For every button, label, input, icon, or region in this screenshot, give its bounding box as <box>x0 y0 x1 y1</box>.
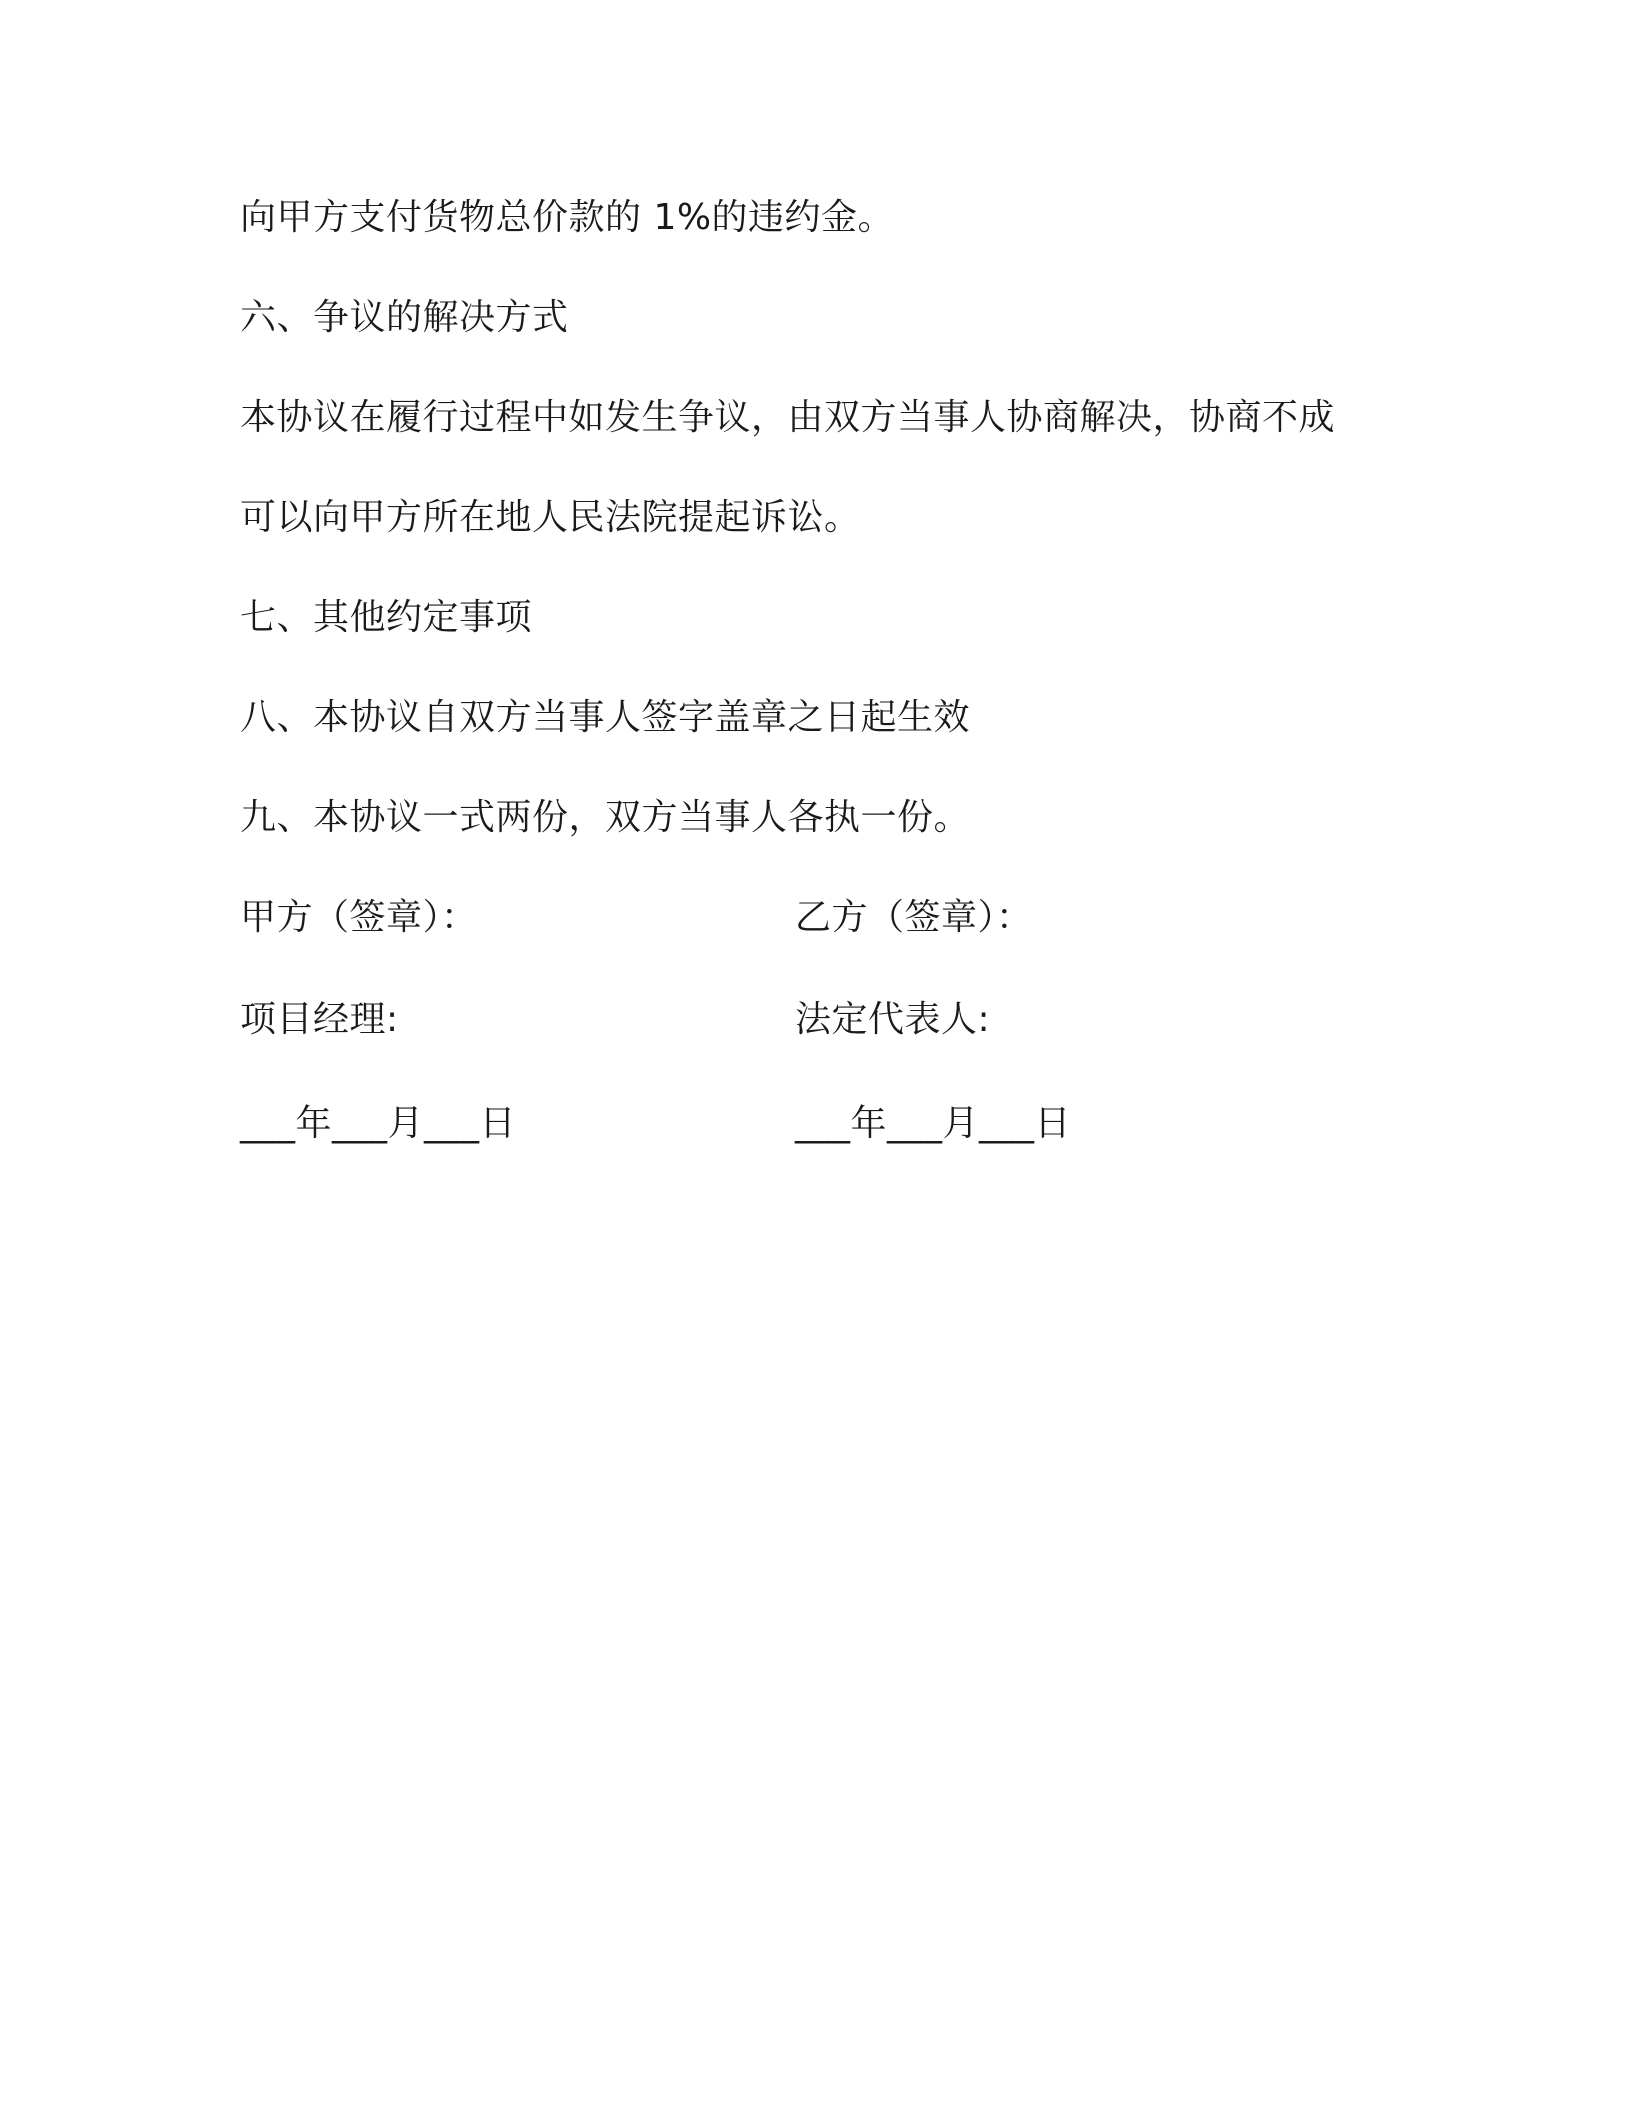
section-heading-copies: 九、本协议一式两份，双方当事人各执一份。 <box>240 797 971 838</box>
party-b-seal-label: 乙方（签章）： <box>795 897 1033 938</box>
section-heading-effective-date: 八、本协议自双方当事人签字盖章之日起生效 <box>240 697 971 738</box>
paragraph-penalty: 向甲方支付货物总价款的 1%的违约金。 <box>240 197 895 238</box>
party-a-manager-label: 项目经理: <box>240 999 399 1040</box>
party-b-date-field: ___年___月___日 <box>795 1103 1072 1144</box>
section-heading-dispute-resolution: 六、争议的解决方式 <box>240 297 569 338</box>
party-a-seal-label: 甲方（签章）： <box>240 897 478 938</box>
paragraph-dispute-line-1: 本协议在履行过程中如发生争议，由双方当事人协商解决，协商不成 <box>240 397 1336 438</box>
paragraph-dispute-line-2: 可以向甲方所在地人民法院提起诉讼。 <box>240 497 861 538</box>
section-heading-other-matters: 七、其他约定事项 <box>240 597 533 638</box>
party-a-date-field: ___年___月___日 <box>240 1103 517 1144</box>
party-b-representative-label: 法定代表人: <box>795 999 991 1040</box>
